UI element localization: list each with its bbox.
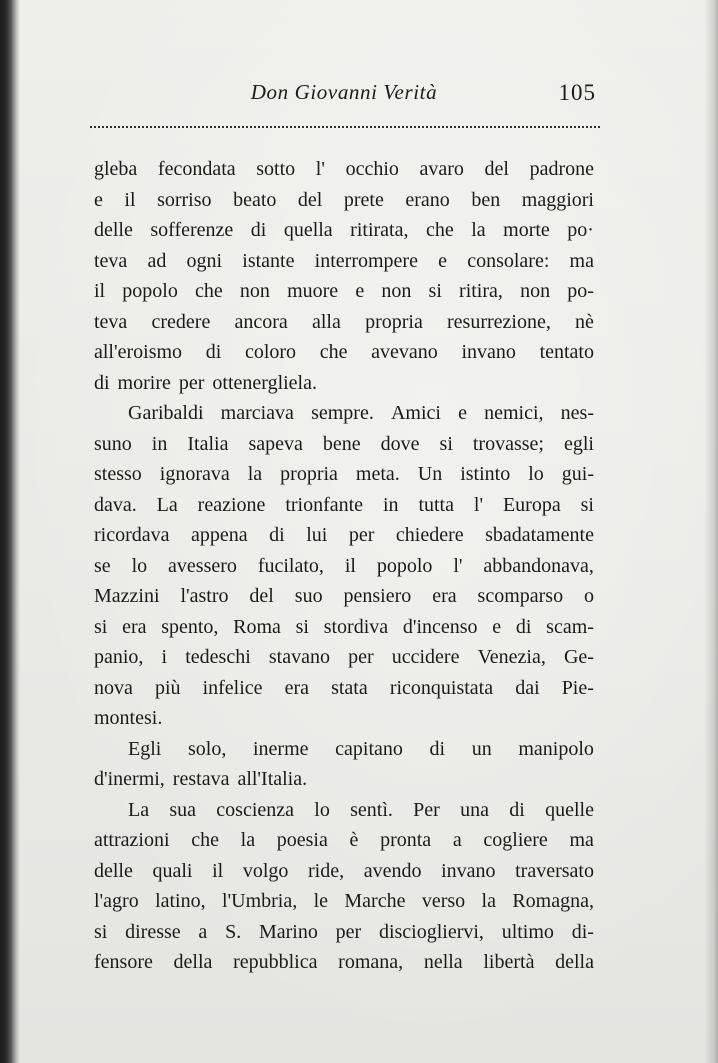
text-line: d'inermi, restava all'Italia. <box>94 768 308 790</box>
text-line: di morire per ottenergliela. <box>94 371 317 394</box>
text-line: teva credere ancora alla propria resurrezione, nè <box>94 310 594 333</box>
book-spine-shadow <box>0 0 20 1063</box>
text-line: attrazioni che la poesia è pronta a cogliere ma <box>94 829 594 851</box>
text-line: Egli solo, inerme capitano di un manipolo <box>128 737 594 760</box>
text-line: fensore della repubblica romana, nella libertà della <box>94 951 594 973</box>
text-line: Mazzini l'astro del suo pensiero era scomparso o <box>94 585 594 607</box>
body-text <box>94 154 594 978</box>
page-header <box>90 78 598 112</box>
text-line: montesi. <box>94 707 163 729</box>
text-line: delle quali il volgo ride, avendo invano traversato <box>94 859 594 882</box>
text-line: e il sorriso beato del prete erano ben maggiori <box>94 188 594 211</box>
text-line: ricordava appena di lui per chiedere sbadatamente <box>94 524 594 546</box>
text-line: si era spento, Roma si stordiva d'incenso e di scam- <box>94 615 594 638</box>
text-line: Garibaldi marciava sempre. Amici e nemici, nes- <box>128 402 594 424</box>
text-line: dava. La reazione trionfante in tutta l' Europa si <box>94 493 594 516</box>
text-line: teva ad ogni istante interrompere e consolare: ma <box>94 249 594 272</box>
text-line: gleba fecondata sotto l' occhio avaro del padrone <box>94 158 594 180</box>
text-line: all'eroismo di coloro che avevano invano tentato <box>94 341 594 363</box>
text-line: delle sofferenze di quella ritirata, che la morte po· <box>94 219 594 241</box>
text-line: La sua coscienza lo sentì. Per una di quelle <box>128 798 594 821</box>
text-line: si diresse a S. Marino per disciogliervi, ultimo di- <box>94 920 594 943</box>
text-line: suno in Italia sapeva bene dove si trovasse; egli <box>94 432 594 455</box>
running-title: Don Giovanni Verità <box>250 80 438 104</box>
text-line: stesso ignorava la propria meta. Un istinto lo gui- <box>94 463 594 485</box>
text-line: l'agro latino, l'Umbria, le Marche verso la Romagna, <box>94 890 594 912</box>
text-line: panio, i tedeschi stavano per uccidere Venezia, Ge- <box>94 646 594 668</box>
header-dotted-rule <box>90 126 600 128</box>
text-line: nova più infelice era stata riconquistata dai Pie- <box>94 676 594 699</box>
page-number: 105 <box>558 80 596 105</box>
text-line: il popolo che non muore e non si ritira, non po- <box>94 280 594 302</box>
page-edge-shadow <box>704 0 718 1063</box>
text-line: se lo avessero fucilato, il popolo l' abbandonava, <box>94 554 594 577</box>
